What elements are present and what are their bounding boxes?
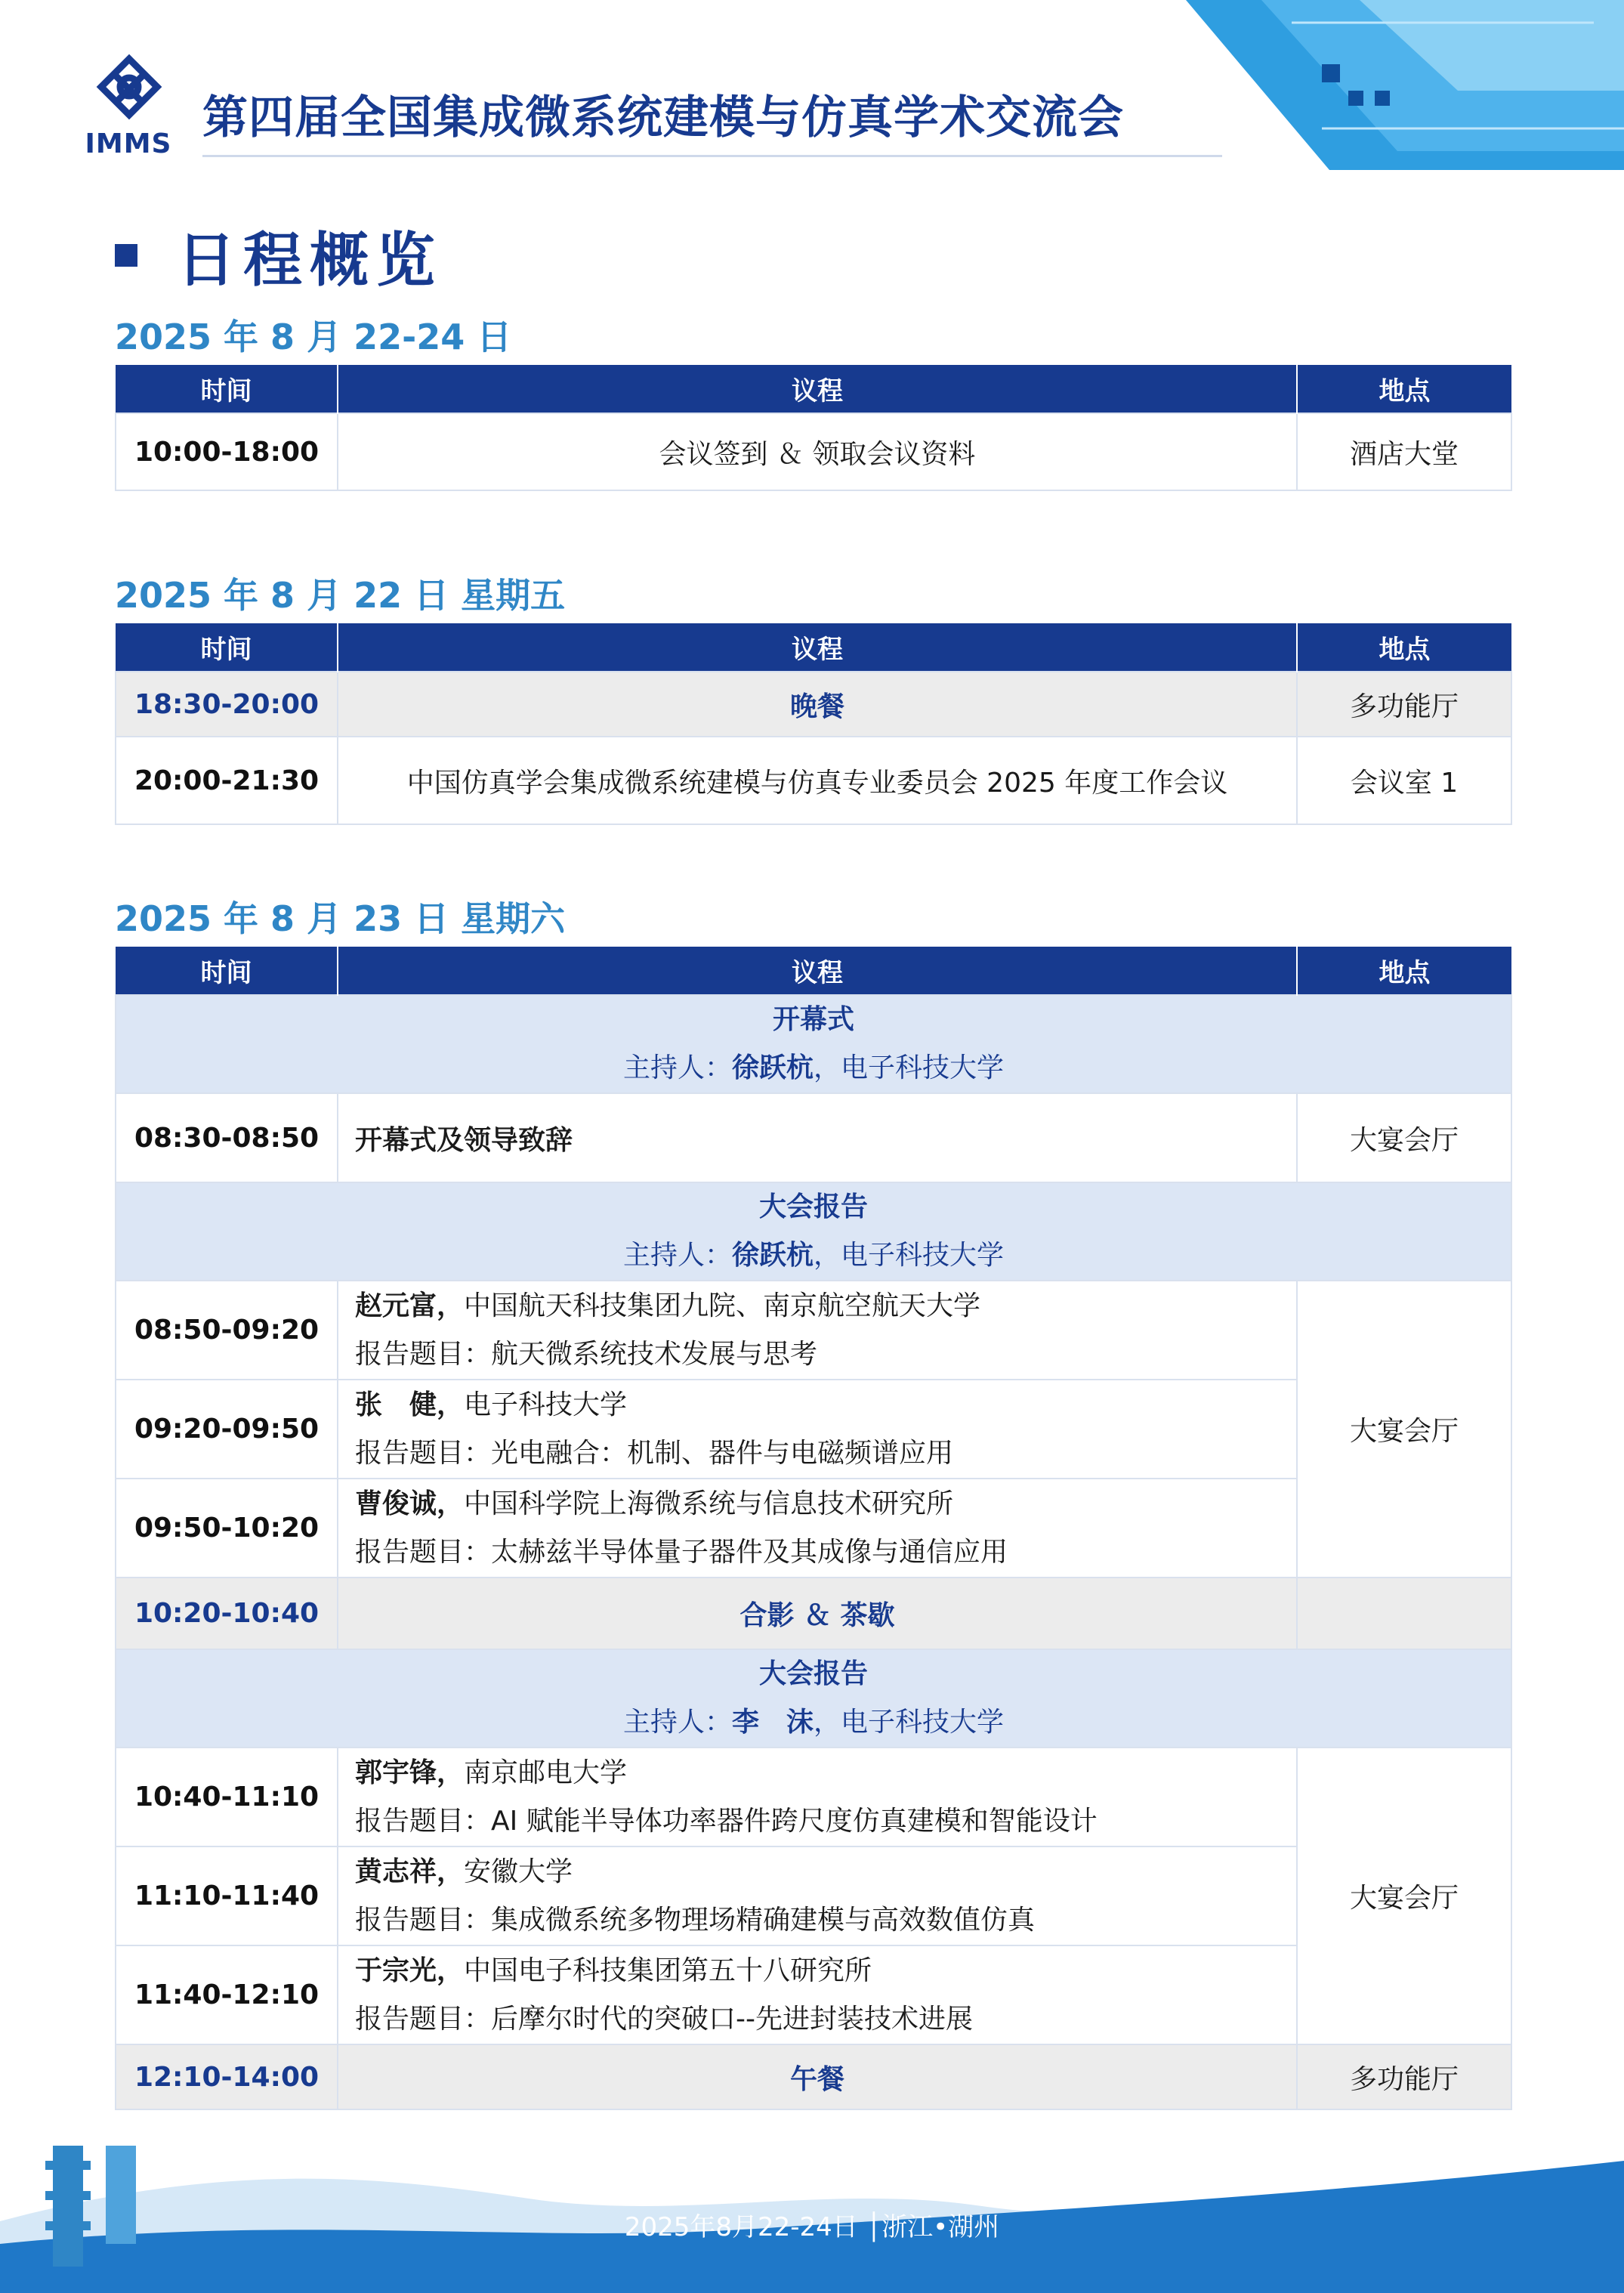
speaker-line: [355, 1749, 1296, 1797]
session-header-row: [116, 1182, 1511, 1281]
column-header-agenda: 议程: [338, 947, 1297, 995]
session-title: 开幕式: [772, 1004, 854, 1035]
venue-cell: 大宴会厅: [1297, 1093, 1511, 1182]
table-row: [116, 672, 1511, 737]
table-row: [116, 2044, 1511, 2109]
column-header-time: 时间: [116, 947, 338, 995]
column-header-time: 时间: [116, 623, 338, 672]
session-header-row: [116, 1649, 1511, 1748]
host-name: 李 沫: [731, 1707, 814, 1738]
date-heading: 2025 年 8 月 22 日 星期五: [115, 575, 566, 616]
time-cell: 10:20-10:40: [116, 1578, 338, 1649]
talk-cell: [338, 1479, 1297, 1578]
session-header-cell: [116, 995, 1511, 1093]
date-heading: 2025 年 8 月 22-24 日: [115, 317, 512, 357]
table-row: [116, 413, 1511, 490]
host-name: 徐跃杭: [731, 1052, 814, 1083]
time-cell: 08:30-08:50: [116, 1093, 338, 1182]
table-row: [116, 1093, 1511, 1182]
time-cell: 08:50-09:20: [116, 1281, 338, 1380]
session-host: [116, 1698, 1511, 1747]
header-decoration: [1171, 0, 1624, 170]
time-cell: 10:40-11:10: [116, 1748, 338, 1846]
time-cell: 09:20-09:50: [116, 1380, 338, 1479]
venue-cell: 大宴会厅: [1297, 1281, 1511, 1578]
talk-row: [116, 1281, 1511, 1380]
column-header-agenda: 议程: [338, 365, 1297, 413]
host-affiliation: ，电子科技大学: [814, 1052, 1005, 1083]
talk-cell: [338, 1748, 1297, 1846]
time-cell: 10:00-18:00: [116, 413, 338, 490]
table-header-row: [116, 365, 1511, 413]
talk-cell: [338, 1945, 1297, 2044]
agenda-cell: 午餐: [338, 2044, 1297, 2109]
host-name: 徐跃杭: [731, 1240, 814, 1271]
time-cell: 20:00-21:30: [116, 737, 338, 824]
speaker-name: 于宗光，: [355, 1955, 465, 1986]
speaker-name: 郭宇锋，: [355, 1757, 465, 1788]
host-prefix: 主持人：: [622, 1052, 732, 1083]
speaker-name: 张 健，: [355, 1389, 465, 1420]
venue-cell: 酒店大堂: [1297, 413, 1511, 490]
speaker-affiliation: 安徽大学: [464, 1856, 573, 1887]
session-header-cell: [116, 1182, 1511, 1281]
section-bullet-icon: [115, 244, 137, 267]
table-row: [116, 737, 1511, 824]
speaker-name: 赵元富，: [355, 1290, 465, 1321]
column-header-agenda: 议程: [338, 623, 1297, 672]
talk-cell: [338, 1380, 1297, 1479]
agenda-cell: 中国仿真学会集成微系统建模与仿真专业委员会 2025 年度工作会议: [338, 737, 1297, 824]
speaker-affiliation: 中国科学院上海微系统与信息技术研究所: [464, 1488, 954, 1519]
host-prefix: 主持人：: [622, 1240, 732, 1271]
talk-topic: 报告题目：航天微系统技术发展与思考: [355, 1338, 818, 1370]
logo-text: IMMS: [85, 128, 172, 159]
agenda-cell: 开幕式及领导致辞: [338, 1093, 1297, 1182]
session-title: 大会报告: [758, 1191, 868, 1222]
time-cell: 12:10-14:00: [116, 2044, 338, 2109]
talk-topic: 报告题目：AI 赋能半导体功率器件跨尺度仿真建模和智能设计: [355, 1805, 1098, 1837]
speaker-name: 黄志祥，: [355, 1856, 465, 1887]
logo-knot-icon: [88, 53, 171, 128]
time-cell: 18:30-20:00: [116, 672, 338, 737]
speaker-affiliation: 南京邮电大学: [464, 1757, 628, 1788]
venue-cell: 大宴会厅: [1297, 1748, 1511, 2044]
session-host: [116, 1231, 1511, 1280]
imms-logo: [82, 53, 175, 159]
page-header: [0, 0, 1624, 181]
column-header-venue: 地点: [1297, 947, 1511, 995]
talk-cell: [338, 1846, 1297, 1945]
conference-title: 第四届全国集成微系统建模与仿真学术交流会: [202, 91, 1124, 144]
speaker-line: [355, 1947, 1296, 1995]
date-heading: 2025 年 8 月 23 日 星期六: [115, 898, 566, 939]
speaker-affiliation: 电子科技大学: [464, 1389, 628, 1420]
agenda-cell: 会议签到 ＆ 领取会议资料: [338, 413, 1297, 490]
column-header-venue: 地点: [1297, 623, 1511, 672]
schedule-table: [115, 623, 1512, 825]
host-affiliation: ，电子科技大学: [814, 1707, 1005, 1738]
time-cell: 11:40-12:10: [116, 1945, 338, 2044]
speaker-affiliation: 中国航天科技集团九院、南京航空航天大学: [464, 1290, 981, 1321]
session-header-cell: [116, 1649, 1511, 1748]
table-row: [116, 1578, 1511, 1649]
column-header-time: 时间: [116, 365, 338, 413]
venue-cell: 会议室 1: [1297, 737, 1511, 824]
agenda-cell: 晚餐: [338, 672, 1297, 737]
speaker-line: [355, 1480, 1296, 1528]
venue-cell: 多功能厅: [1297, 672, 1511, 737]
agenda-cell: 合影 ＆ 茶歇: [338, 1578, 1297, 1649]
time-cell: 09:50-10:20: [116, 1479, 338, 1578]
venue-cell: [1297, 1578, 1511, 1649]
venue-cell: 多功能厅: [1297, 2044, 1511, 2109]
time-cell: 11:10-11:40: [116, 1846, 338, 1945]
talk-row: [116, 1748, 1511, 1846]
section-heading: [115, 213, 443, 298]
host-affiliation: ，电子科技大学: [814, 1240, 1005, 1271]
talk-topic: 报告题目：光电融合：机制、器件与电磁频谱应用: [355, 1437, 954, 1469]
talk-cell: [338, 1281, 1297, 1380]
schedule-table: [115, 365, 1512, 491]
table-header-row: [116, 947, 1511, 995]
header-divider: [202, 155, 1222, 157]
table-header-row: [116, 623, 1511, 672]
session-header-row: [116, 995, 1511, 1093]
speaker-line: [355, 1381, 1296, 1429]
session-title: 大会报告: [758, 1658, 868, 1689]
talk-topic: 报告题目：集成微系统多物理场精确建模与高效数值仿真: [355, 1904, 1036, 1936]
speaker-line: [355, 1848, 1296, 1896]
talk-topic: 报告题目：后摩尔时代的突破口--先进封装技术进展: [355, 2003, 973, 2035]
section-title: 日程概览: [177, 227, 443, 295]
column-header-venue: 地点: [1297, 365, 1511, 413]
speaker-line: [355, 1282, 1296, 1330]
session-host: [116, 1044, 1511, 1092]
schedule-table: [115, 947, 1512, 2110]
speaker-name: 曹俊诚，: [355, 1488, 465, 1519]
speaker-affiliation: 中国电子科技集团第五十八研究所: [464, 1955, 872, 1986]
talk-topic: 报告题目：太赫兹半导体量子器件及其成像与通信应用: [355, 1536, 1008, 1568]
host-prefix: 主持人：: [622, 1707, 732, 1738]
footer-text: 2025年8月22-24日 │浙江•湖州: [624, 2212, 1000, 2242]
